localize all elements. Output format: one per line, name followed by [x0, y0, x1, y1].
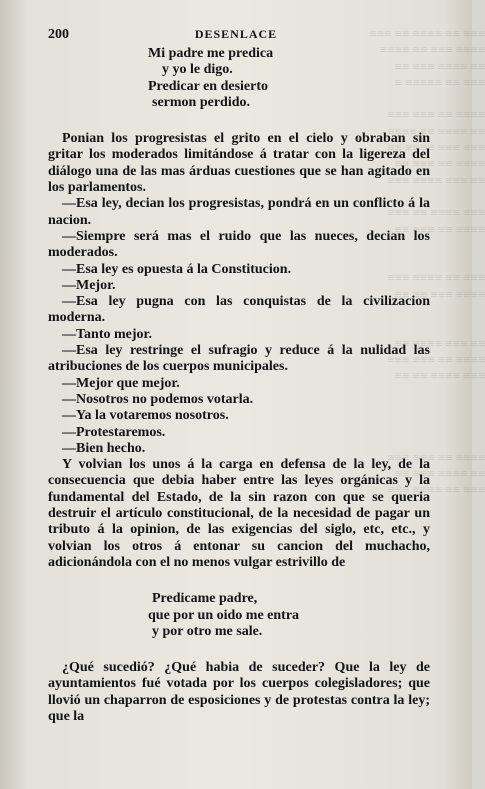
verse-line: Mi padre me predica	[148, 46, 274, 61]
dialogue-line: —Mejor que mejor.	[62, 375, 180, 391]
running-head: DESENLACE	[194, 27, 278, 41]
page-number: 200	[48, 27, 69, 42]
dialogue-line: —Mejor.	[62, 277, 116, 293]
spacer	[48, 571, 430, 591]
verse-line: sermon perdido.	[152, 94, 250, 110]
dialogue-line: —Siempre será mas el ruido que las nueces, decian los moderados.	[48, 228, 430, 261]
dialogue-line: —Esa ley restringe el sufragio y reduce á la nulidad las atribuciones de los cuerpos municipales.	[48, 343, 430, 375]
dialogue-line: —Esa ley, decian los progresistas, pondrá en un conflicto á la nacion.	[48, 196, 430, 228]
dialogue-line: —Bien hecho.	[62, 440, 146, 456]
dialogue-block	[48, 196, 430, 457]
verse-line: Predicar en desierto	[148, 78, 269, 94]
dialogue-line: —Ya la votaremos nosotros.	[62, 408, 229, 424]
dialogue-line: —Nosotros no podemos votarla.	[62, 391, 254, 407]
verse-line: y por otro me sale.	[152, 623, 263, 639]
dialogue-line: —Protestaremos.	[62, 424, 166, 440]
bleed-through-texture: ≡≡≡ ≡≡ ≡≡≡≡ ≡≡ ≡≡≡ ≡≡≡≡ ≡≡≡ ≡≡ ≡≡≡≡ ≡≡ ≡≡≡≡ ≡≡≡ ≡≡ ≡≡≡ ≡≡ ≡≡≡≡≡ ≡ ≡≡≡≡ ≡≡ ≡≡≡ ≡≡≡ ≡≡ ≡≡≡≡ ≡≡ ≡≡≡≡ ≡≡≡ ≡≡≡ ≡≡≡≡ ≡≡ ≡≡≡≡ ≡≡ ≡≡≡ ≡≡ ≡≡ ≡≡≡ ≡≡≡≡ ≡≡≡ ≡≡≡ ≡≡≡≡ ≡≡ ≡≡≡ ≡≡≡≡ ≡≡ ≡≡≡ ≡≡ ≡≡≡ ≡≡ ≡≡≡≡ ≡≡≡ ≡≡≡≡ ≡≡≡ ≡≡ ≡≡ ≡≡ ≡≡≡ ≡≡≡≡ ≡≡ ≡≡≡≡ ≡≡ ≡≡≡ ≡≡≡ ≡≡≡ ≡≡≡≡ ≡≡ ≡≡ ≡≡≡≡ ≡≡ ≡≡≡ ≡≡≡ ≡≡ ≡≡≡≡ ≡≡≡ ≡≡ ≡≡≡ ≡≡ ≡≡≡≡ ≡≡≡	[369, 26, 485, 498]
verse-line: que por un oido me entra	[148, 607, 300, 623]
paragraph: Y volvian los unos á la carga en defensa de la ley, de la consecuencia que debia haber entre las leyes orgánicas y la fundamental del Estado, de la sin razon con que se queria destruir el artículo constitucional, de la necesidad de pagar un tributo á la opinion, de las exigencias del siglo, etc, etc., y volvian los otros á entonar su cancion del muchacho, adicionándola con el no menos vulgar estrivillo de	[48, 457, 430, 570]
spacer	[48, 111, 430, 131]
spacer	[48, 640, 430, 660]
paragraph: Ponian los progresistas el grito en el cielo y obraban sin gritar los moderados limitándose á tratar con la ligereza del diálogo una de las mas árduas cuestiones que se han agitado en los parlamentos.	[48, 131, 430, 196]
page-body	[48, 46, 430, 725]
verse-line: y yo le digo.	[162, 62, 233, 78]
dialogue-line: —Esa ley pugna con las conquistas de la civilizacion moderna.	[48, 294, 430, 326]
verse-line: Predicame padre,	[152, 591, 258, 607]
verse-block-2	[48, 591, 430, 640]
paragraph: ¿Qué sucedió? ¿Qué habia de suceder? Que la ley de ayuntamientos fué votada por los cuerpos colegisladores; que llovió un chaparron de esposiciones y de protestas contra la ley; que la	[48, 660, 430, 724]
dialogue-line: —Tanto mejor.	[62, 326, 152, 342]
verse-block-1	[48, 46, 430, 111]
dialogue-line: —Esa ley es opuesta á la Constitucion.	[62, 261, 292, 277]
page-header	[48, 27, 424, 45]
